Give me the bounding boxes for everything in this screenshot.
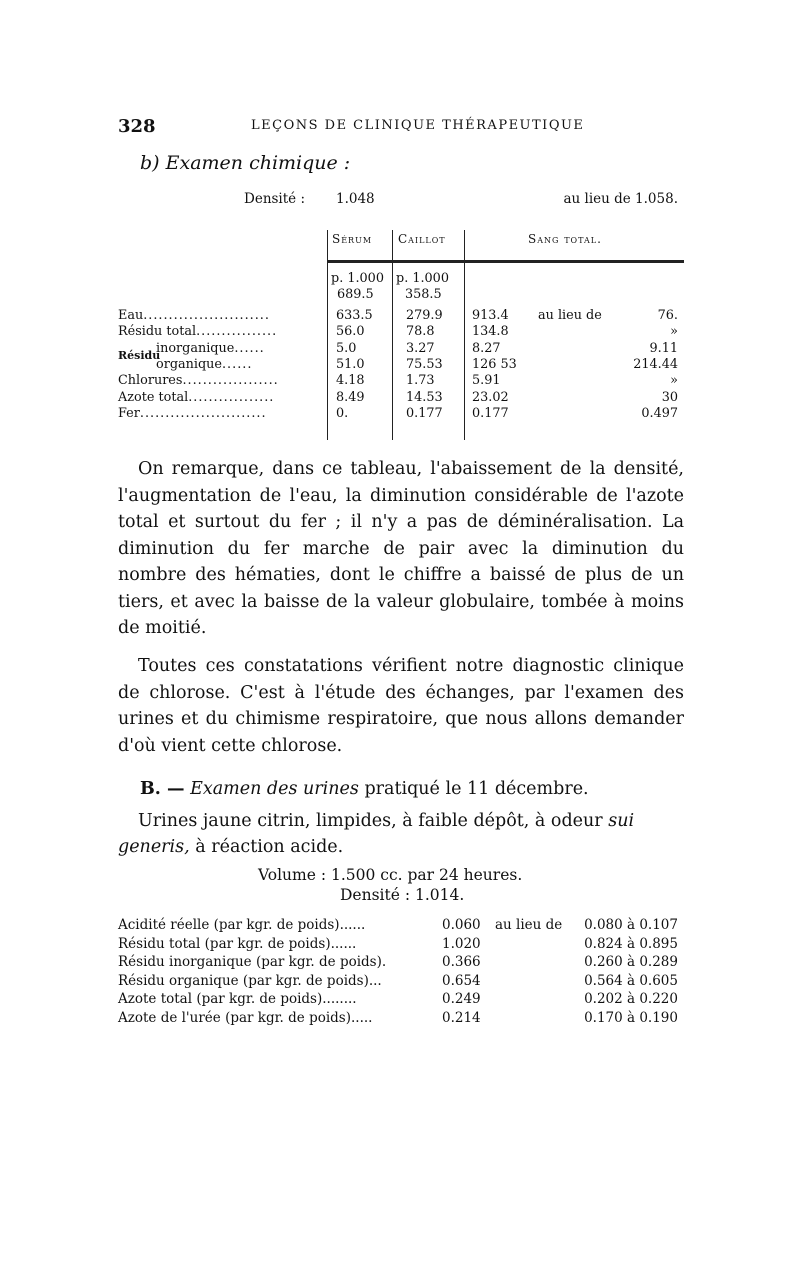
serum-value: 0. bbox=[336, 405, 349, 421]
caillot-value: 1.73 bbox=[406, 373, 435, 389]
urine-density: Densité : 1.014. bbox=[340, 886, 465, 904]
row-label: inorganique...... bbox=[156, 340, 265, 356]
paragraph-1: On remarque, dans ce tableau, l'abaissement de la densité, l'augmentation de l'eau, la diminution considérable de l'azote total et surtout du fer ; il n'y a pas de déminéralisation. La diminution du fer marche de pair avec la diminution du nombre des hématies, dont le chiffre a baissé de plus de un tiers, et avec la baisse de la valeur globulaire, tombée à moins de moitié. bbox=[118, 459, 684, 638]
caillot-value: 78.8 bbox=[406, 324, 435, 340]
urines-end: à réaction acide. bbox=[195, 837, 344, 857]
paragraph-2-block bbox=[118, 653, 684, 759]
urine-table-row bbox=[118, 991, 684, 1010]
paragraph-1-block bbox=[118, 456, 684, 642]
urine-table-row bbox=[118, 973, 684, 992]
caillot-value: 279.9 bbox=[406, 308, 443, 323]
caillot-value: 75.53 bbox=[406, 356, 443, 372]
section-b-title: Examen des urines bbox=[190, 779, 359, 799]
row-value: 0.366 bbox=[442, 954, 481, 970]
density-line bbox=[244, 191, 684, 209]
serum-value: 8.49 bbox=[336, 389, 365, 405]
serum-value: 51.0 bbox=[336, 356, 365, 372]
urine-table-row bbox=[118, 1010, 684, 1029]
row-value: 0.249 bbox=[442, 991, 481, 1007]
normal-value: 76. bbox=[657, 308, 678, 323]
row-label: Résidu total (par kgr. de poids)...... bbox=[118, 935, 357, 952]
total-value: 0.177 bbox=[472, 405, 509, 421]
row-normal-range: 0.170 à 0.190 bbox=[584, 1009, 678, 1026]
normal-value: 9.11 bbox=[649, 340, 678, 356]
row-label: Résidu organique (par kgr. de poids)... bbox=[118, 972, 382, 989]
row-label: organique...... bbox=[156, 356, 253, 372]
caillot-weight-value: 358.5 bbox=[405, 287, 442, 302]
serum-weight: p. 1.000 bbox=[331, 271, 384, 286]
urines-italic: sui generis, bbox=[118, 811, 635, 857]
col-header-serum: Sérum bbox=[332, 232, 373, 246]
total-value: 5.91 bbox=[472, 373, 501, 389]
urine-table-row bbox=[118, 954, 684, 973]
density-value: 1.048 bbox=[336, 191, 375, 207]
normal-value: » bbox=[670, 324, 678, 340]
row-normal-range: 0.260 à 0.289 bbox=[584, 954, 678, 970]
row-label: Azote de l'urée (par kgr. de poids)..... bbox=[118, 1009, 373, 1026]
serum-value: 5.0 bbox=[336, 340, 357, 356]
urine-table-row bbox=[118, 917, 684, 936]
running-title: LEÇONS DE CLINIQUE THÉRAPEUTIQUE bbox=[251, 118, 585, 133]
serum-weight-value: 689.5 bbox=[337, 287, 374, 302]
row-value: 0.060 bbox=[442, 917, 481, 933]
row-label: Résidu total................ bbox=[118, 324, 278, 340]
total-value: 913.4 bbox=[472, 308, 509, 323]
page-number: 328 bbox=[118, 116, 156, 137]
section-b-suffix: pratiqué le 11 décembre. bbox=[364, 779, 589, 799]
row-value: 1.020 bbox=[442, 935, 481, 952]
row-normal-range: 0.564 à 0.605 bbox=[584, 972, 678, 989]
row-label: Acidité réelle (par kgr. de poids)...... bbox=[118, 917, 366, 933]
row-label: Résidu inorganique (par kgr. de poids). bbox=[118, 954, 387, 970]
total-value: 23.02 bbox=[472, 389, 509, 405]
normal-value: 30 bbox=[661, 389, 678, 405]
caillot-value: 0.177 bbox=[406, 405, 443, 421]
section-b-heading bbox=[140, 779, 589, 799]
row-label: Eau......................... bbox=[118, 308, 270, 323]
row-value: 0.654 bbox=[442, 972, 481, 989]
urines-text: Urines jaune citrin, limpides, à faible dépôt, à odeur bbox=[138, 811, 603, 831]
row-label: Azote total (par kgr. de poids)........ bbox=[118, 991, 357, 1007]
density-label: Densité : bbox=[244, 191, 306, 207]
row-normal-range: 0.824 à 0.895 bbox=[584, 935, 678, 952]
table-rule-thick bbox=[328, 260, 684, 263]
serum-value: 633.5 bbox=[336, 308, 373, 323]
urine-table-row bbox=[118, 936, 684, 955]
total-value: 8.27 bbox=[472, 340, 501, 356]
urine-volume: Volume : 1.500 cc. par 24 heures. bbox=[258, 866, 523, 884]
normal-note: au lieu de bbox=[538, 308, 602, 323]
col-header-total: Sang total. bbox=[528, 232, 602, 246]
total-value: 134.8 bbox=[472, 324, 509, 340]
caillot-weight: p. 1.000 bbox=[396, 271, 449, 286]
blood-analysis-table bbox=[118, 220, 684, 440]
serum-value: 4.18 bbox=[336, 373, 365, 389]
urine-analysis-table bbox=[118, 917, 684, 1028]
residu-group-label: Résidu bbox=[118, 348, 161, 362]
running-head bbox=[118, 116, 678, 136]
row-note: au lieu de bbox=[495, 917, 563, 933]
row-normal-range: 0.202 à 0.220 bbox=[584, 991, 678, 1007]
density-normal: au lieu de 1.058. bbox=[563, 191, 678, 207]
col-header-caillot: Caillot bbox=[398, 232, 446, 246]
urines-description bbox=[118, 808, 684, 860]
row-label: Chlorures................... bbox=[118, 373, 279, 389]
normal-value: 214.44 bbox=[633, 356, 678, 372]
subheading: b) Examen chimique : bbox=[140, 152, 351, 174]
total-value: 126 53 bbox=[472, 356, 517, 372]
serum-value: 56.0 bbox=[336, 324, 365, 340]
caillot-value: 3.27 bbox=[406, 340, 435, 356]
row-normal-range: 0.080 à 0.107 bbox=[584, 917, 678, 933]
row-label: Fer......................... bbox=[118, 405, 267, 421]
normal-value: » bbox=[670, 373, 678, 389]
normal-value: 0.497 bbox=[641, 405, 678, 421]
section-b-prefix: B. — bbox=[140, 779, 185, 799]
caillot-value: 14.53 bbox=[406, 389, 443, 405]
row-label: Azote total................. bbox=[118, 389, 275, 405]
paragraph-2: Toutes ces constatations vérifient notre diagnostic clinique de chlorose. C'est à l'étude des échanges, par l'examen des urines et du chimisme respiratoire, que nous allons demander d'où vient cette chlorose. bbox=[118, 656, 684, 756]
row-value: 0.214 bbox=[442, 1009, 481, 1026]
